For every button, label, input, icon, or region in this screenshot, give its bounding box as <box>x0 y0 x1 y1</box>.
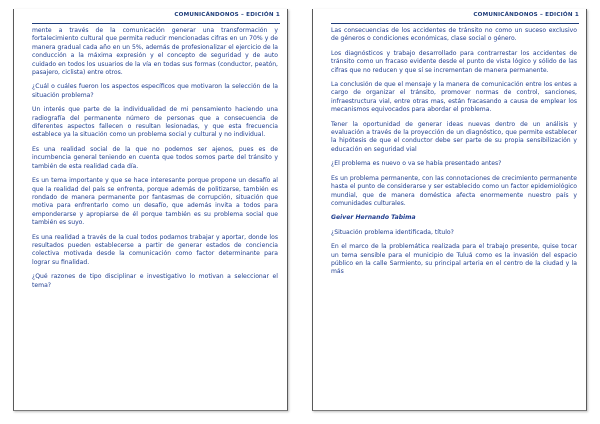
page-header: COMUNICÁNDONOS – EDICIÓN 1 <box>331 9 579 24</box>
left-page <box>13 9 288 411</box>
paragraph: Es una realidad social de la que no podemos ser ajenos, pues es de incumbencia general teniendo en cuenta que todos somos parte del tránsito y también de esta realidad cada día. <box>32 145 278 170</box>
paragraph: La conclusión de que el mensaje y la manera de comunicación entre los entes a cargo de organizar el tránsito, promover normas de control, sanciones, infraestructura vial, entre otras mas, están fracasando a causa de emplear los mecanismos equivocados para abordar el problema. <box>331 81 577 114</box>
right-page <box>312 9 587 411</box>
paragraph: Las consecuencias de los accidentes de tránsito no como un suceso exclusivo de géneros o condiciones económicas, clase social o género. <box>331 27 577 43</box>
page-body <box>331 27 577 410</box>
paragraph: mente a través de la comunicación generar una transformación y fortalecimiento cultural que permita reducir mencionadas cifras en un 70% y de manera gradual cada año en un 5%, además de profesionalizar el ejercicio de la conducción a la máxima expresión y el concepto de seguridad y de auto cuidado en todos los usuarios de la vía en todas sus formas (conductor, peatón, pasajero, ciclista) entre otros. <box>32 27 278 77</box>
question: ¿Qué razones de tipo disciplinar e investigativo lo motivan a seleccionar el tema? <box>32 273 278 289</box>
paragraph: En el marco de la problemática realizada para el trabajo presente, quise tocar un tema sensible para el municipio de Tuluá como es la invasión del espacio público en la calle Sarmiento, su principal arteria en el centro de la ciudad y la más <box>331 243 577 276</box>
paragraph: Tener la oportunidad de generar ideas nuevas dentro de un análisis y evaluación a través de la proyección de un diagnóstico, que permite establecer la hipótesis de que el conductor debe ser parte de su propia sensibilización y educación en seguridad vial <box>331 120 577 153</box>
question: ¿Situación problema identificada, título? <box>331 228 454 236</box>
question: ¿El problema es nuevo o va se había presentado antes? <box>331 160 502 168</box>
page-header: COMUNICÁNDONOS – EDICIÓN 1 <box>32 9 280 24</box>
paragraph: Es una realidad a través de la cual todos podamos trabajar y aportar, donde los resultados pueden establecerse a partir de generar estados de conciencia colectiva motivada desde la comunicación como factor determinante para lograr su finalidad. <box>32 233 278 266</box>
paragraph: Los diagnósticos y trabajo desarrollado para contrarrestar los accidentes de tránsito como un fracaso evidente desde el punto de vista lógico y sólido de las cifras que no reducen y que sí se incrementan de manera permanente. <box>331 49 577 74</box>
paragraph: Es un problema permanente, con las connotaciones de crecimiento permanente hasta el punto de considerarse y ser establecido como un factor epidemiológico mundial, que de manera doméstica afecta enormemente nuestro país y comunidades culturales. <box>331 174 577 207</box>
page-body <box>32 27 278 410</box>
author-name: Geiver Hernando Tabima <box>331 214 416 222</box>
question: ¿Cuál o cuáles fueron los aspectos específicos que motivaron la selección de la situación problema? <box>32 83 278 99</box>
paragraph: Es un tema importante y que se hace interesante porque propone un desafío al que la realidad del país se enfrenta, porque además de politizarse, también es rondado de manera permanente por fantasmas de corrupción, situación que motiva para enfrentarlo como un desafío, que además invita a todos para emponderarse y apropiarse de él porque también es su problema social que también es suyo. <box>32 177 278 227</box>
paragraph: Un interés que parte de la individualidad de mi pensamiento haciendo una radiografía del permanente número de personas que a consecuencia de diferentes aspectos fallecen o resultan lesionadas, y que esta frecuencia establece ya la situación como un problema social y cultural y no individual. <box>32 106 278 139</box>
